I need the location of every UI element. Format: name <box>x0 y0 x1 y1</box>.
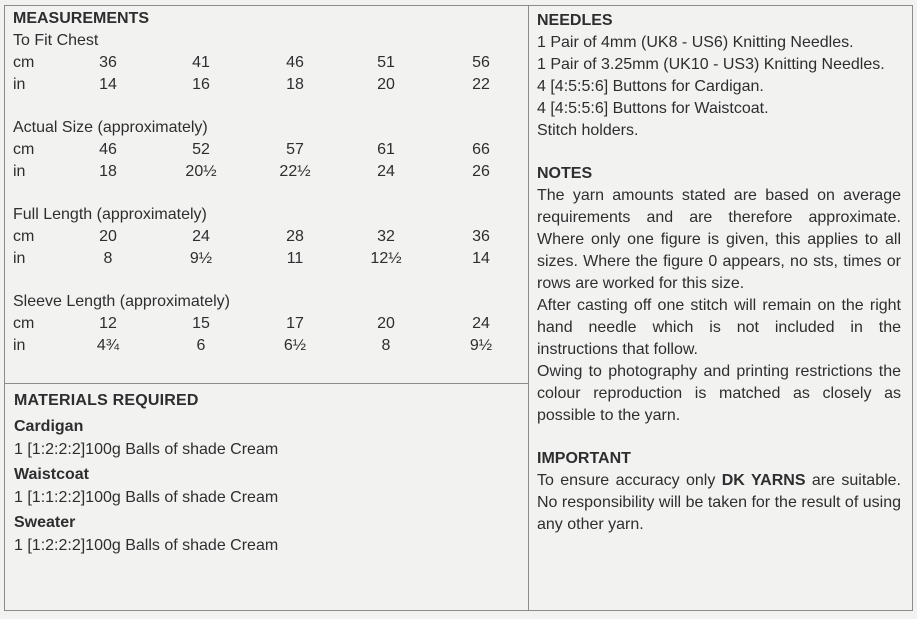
materials-heading: MATERIALS REQUIRED <box>14 392 199 409</box>
notes-paragraph: Owing to photography and printing restrictions the colour reproduction is matched as closely as possible to the yarn. <box>537 363 901 424</box>
measurements-section <box>13 10 523 359</box>
material-name: Waistcoat <box>14 466 89 483</box>
section-label: Full Length (approximately) <box>13 206 207 223</box>
material-text: 1 [1:2:2:2]100g Balls of shade Cream <box>14 441 279 458</box>
brand-name: DK YARNS <box>721 472 806 489</box>
notes-paragraph: The yarn amounts stated are based on average requirements and are therefore approximate. Where only one figure is given, this applies to all sizes. Where the figure 0 appears, no sts, times or rows are worked for this size. <box>537 187 901 292</box>
notes-paragraph: After casting off one stitch will remain on the right hand needle which is not included in the instructions that follow. <box>537 297 901 358</box>
material-name: Cardigan <box>14 418 84 435</box>
material-name: Sweater <box>14 514 76 531</box>
section-divider <box>4 383 529 384</box>
column-divider <box>528 5 529 611</box>
important-text: To ensure accuracy only DK YARNS are suitable. No responsibility will be taken for the result of using any other yarn. <box>537 472 901 533</box>
needles-heading: NEEDLES <box>537 12 613 29</box>
table-row: cm 20 24 28 32 36 <box>13 228 490 245</box>
table-row: in 18 20½ 22½ 24 26 <box>13 163 490 180</box>
important-heading: IMPORTANT <box>537 450 631 467</box>
section-label: To Fit Chest <box>13 32 99 49</box>
needles-line: 1 Pair of 4mm (UK8 - US6) Knitting Needles. <box>537 34 854 51</box>
needles-line: Stitch holders. <box>537 122 639 139</box>
section-label: Actual Size (approximately) <box>13 119 208 136</box>
table-row: in 8 9½ 11 12½ 14 <box>13 250 490 267</box>
notes-heading: NOTES <box>537 165 593 182</box>
section-label: Sleeve Length (approximately) <box>13 293 231 310</box>
material-text: 1 [1:2:2:2]100g Balls of shade Cream <box>14 537 279 554</box>
table-row: cm 46 52 57 61 66 <box>13 141 490 158</box>
table-row: cm 36 41 46 51 56 <box>13 54 490 71</box>
needles-line: 4 [4:5:5:6] Buttons for Waistcoat. <box>537 100 769 117</box>
measurements-heading: MEASUREMENTS <box>13 10 150 27</box>
table-row: in 14 16 18 20 22 <box>13 76 490 93</box>
table-row: cm 12 15 17 20 24 <box>13 315 490 332</box>
needles-line: 1 Pair of 3.25mm (UK10 - US3) Knitting Needles. <box>537 56 885 73</box>
table-row: in 4¾ 6 6½ 8 9½ <box>13 337 493 354</box>
right-column <box>537 10 901 536</box>
material-text: 1 [1:1:2:2]100g Balls of shade Cream <box>14 489 279 506</box>
needles-line: 4 [4:5:5:6] Buttons for Cardigan. <box>537 78 764 95</box>
